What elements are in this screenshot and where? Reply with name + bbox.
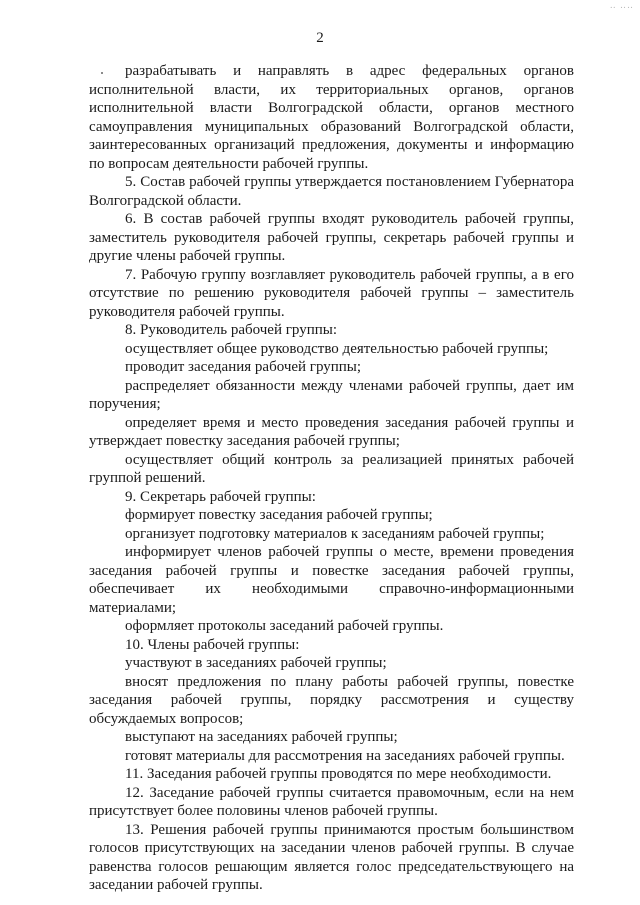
paragraph: 7. Рабочую группу возглавляет руководитель рабочей группы, а в его отсутствие по решению руководителя рабочей группы – заместитель руководителя рабочей группы. xyxy=(89,266,574,320)
paragraph: проводит заседания рабочей группы; xyxy=(125,359,362,375)
paragraph: 8. Руководитель рабочей группы: xyxy=(125,322,337,338)
paragraph: 13. Решения рабочей группы принимаются простым большинством голосов присутствующих на заседании членов рабочей группы. В случае равенства голосов решающим является голос председательствующего на заседании рабочей группы. xyxy=(89,821,574,893)
paragraph: 6. В состав рабочей группы входят руководитель рабочей группы, заместитель руководителя рабочей группы, секретарь рабочей группы и другие члены рабочей группы. xyxy=(89,211,574,264)
paragraph: 12. Заседание рабочей группы считается правомочным, если на нем присутствует более половины членов рабочей группы. xyxy=(89,784,574,819)
corner-scan-mark: ‥ ‥‥ xyxy=(609,0,634,10)
paragraph: информирует членов рабочей группы о месте, времени проведения заседания рабочей группы и повестке заседания рабочей группы, обеспечивает их необходимыми справочно-информационными материалами; xyxy=(89,544,574,616)
page-number: 2 xyxy=(316,30,324,46)
paragraph: 11. Заседания рабочей группы проводятся по мере необходимости. xyxy=(125,766,552,782)
paragraph: определяет время и место проведения заседания рабочей группы и утверждает повестку заседания рабочей группы; xyxy=(89,414,574,449)
paragraph: вносят предложения по плану работы рабочей группы, повестке заседания рабочей группы, порядку рассмотрения и существу обсуждаемых вопросов; xyxy=(89,673,574,727)
paragraph: оформляет протоколы заседаний рабочей группы. xyxy=(125,618,444,634)
paragraph: осуществляет общее руководство деятельностью рабочей группы; xyxy=(125,340,549,357)
paragraph: 5. Состав рабочей группы утверждается постановлением Губернатора Волгоградской области. xyxy=(89,174,574,209)
paragraph: организует подготовку материалов к заседаниям рабочей группы; xyxy=(125,525,545,542)
paragraph: формирует повестку заседания рабочей группы; xyxy=(125,507,433,523)
document-body xyxy=(89,62,574,895)
paragraph: распределяет обязанности между членами рабочей группы, дает им поручения; xyxy=(89,377,574,412)
paragraph: выступают на заседаниях рабочей группы; xyxy=(125,729,398,745)
paragraph: готовят материалы для рассмотрения на заседаниях рабочей группы. xyxy=(125,747,565,764)
paragraph: разрабатывать и направлять в адрес федеральных органов исполнительной власти, их территориальных органов, органов исполнительной власти Волгоградской области, органов местного самоуправления муниципальных образований Волгоградской области, заинтересованных организаций предложения, документы и информацию по вопросам деятельности рабочей группы. xyxy=(89,63,574,172)
paragraph: 10. Члены рабочей группы: xyxy=(125,636,300,653)
paragraph: участвуют в заседаниях рабочей группы; xyxy=(125,655,387,671)
paragraph: осуществляет общий контроль за реализацией принятых рабочей группой решений. xyxy=(89,451,574,486)
paragraph: 9. Секретарь рабочей группы: xyxy=(125,488,316,505)
